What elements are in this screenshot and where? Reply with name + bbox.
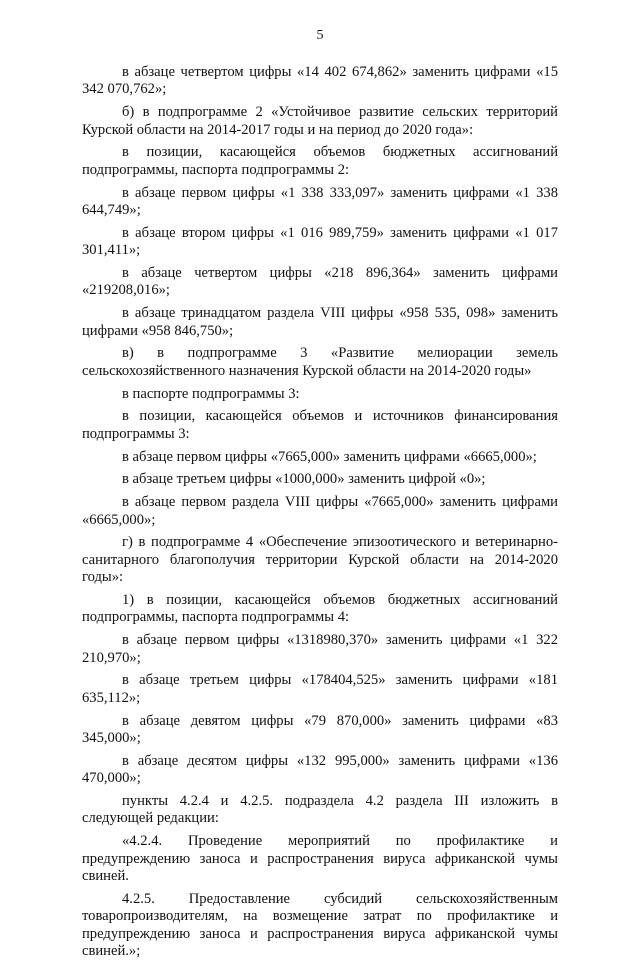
paragraph: г) в подпрограмме 4 «Обеспечение эпизоотического и ветеринарно-санитарного благополучия территории Курской области на 2014-2020 годы»: [82,534,558,586]
paragraph: в абзаце тринадцатом раздела VIII цифры «958 535, 098» заменить цифрами «958 846,750»; [82,305,558,339]
paragraph: в абзаце первом цифры «7665,000» заменить цифрами «6665,000»; [122,448,537,465]
paragraph: в абзаце десятом цифры «132 995,000» заменить цифрами «136 470,000»; [82,752,558,787]
document-body [82,64,558,966]
paragraph: в абзаце девятом цифры «79 870,000» заменить цифрами «83 345,000»; [82,712,558,747]
paragraph: в абзаце третьем цифры «178404,525» заменить цифрами «181 635,112»; [82,672,558,706]
paragraph: 4.2.5. Предоставление субсидий сельскохозяйственным товаропроизводителям, на возмещение затрат по профилактике и предупреждению заноса и распространения вируса африканской чумы свиней.»; [82,890,558,960]
paragraph: в абзаце третьем цифры «1000,000» заменить цифрой «0»; [122,471,486,488]
paragraph: в абзаце четвертом цифры «14 402 674,862» заменить цифрами «15 342 070,762»; [82,64,558,98]
page-number: 5 [316,28,324,43]
paragraph: в абзаце втором цифры «1 016 989,759» заменить цифрами «1 017 301,411»; [82,224,558,259]
paragraph: в абзаце первом цифры «1318980,370» заменить цифрами «1 322 210,970»; [82,632,558,666]
paragraph: пункты 4.2.4 и 4.2.5. подраздела 4.2 раздела III изложить в следующей редакции: [82,793,558,827]
paragraph: 1) в позиции, касающейся объемов бюджетных ассигнований подпрограммы, паспорта подпрограммы 4: [82,592,558,626]
paragraph: в) в подпрограмме 3 «Развитие мелиорации земель сельскохозяйственного назначения Курской области на 2014-2020 годы» [82,345,558,379]
paragraph: в абзаце первом цифры «1 338 333,097» заменить цифрами «1 338 644,749»; [82,184,558,219]
paragraph: в паспорте подпрограммы 3: [122,385,300,402]
paragraph: в позиции, касающейся объемов бюджетных ассигнований подпрограммы, паспорта подпрограммы 2: [82,144,558,178]
paragraph: б) в подпрограмме 2 «Устойчивое развитие сельских территорий Курской области на 2014-2017 годы и на период до 2020 года»: [82,104,558,138]
paragraph: «4.2.4. Проведение мероприятий по профилактике и предупреждению заноса и распространения вируса африканской чумы свиней. [82,833,558,885]
paragraph: в позиции, касающейся объемов и источников финансирования подпрограммы 3: [82,408,558,442]
paragraph: в абзаце четвертом цифры «218 896,364» заменить цифрами «219208,016»; [82,265,558,299]
paragraph: в абзаце первом раздела VIII цифры «7665,000» заменить цифрами «6665,000»; [82,494,558,528]
